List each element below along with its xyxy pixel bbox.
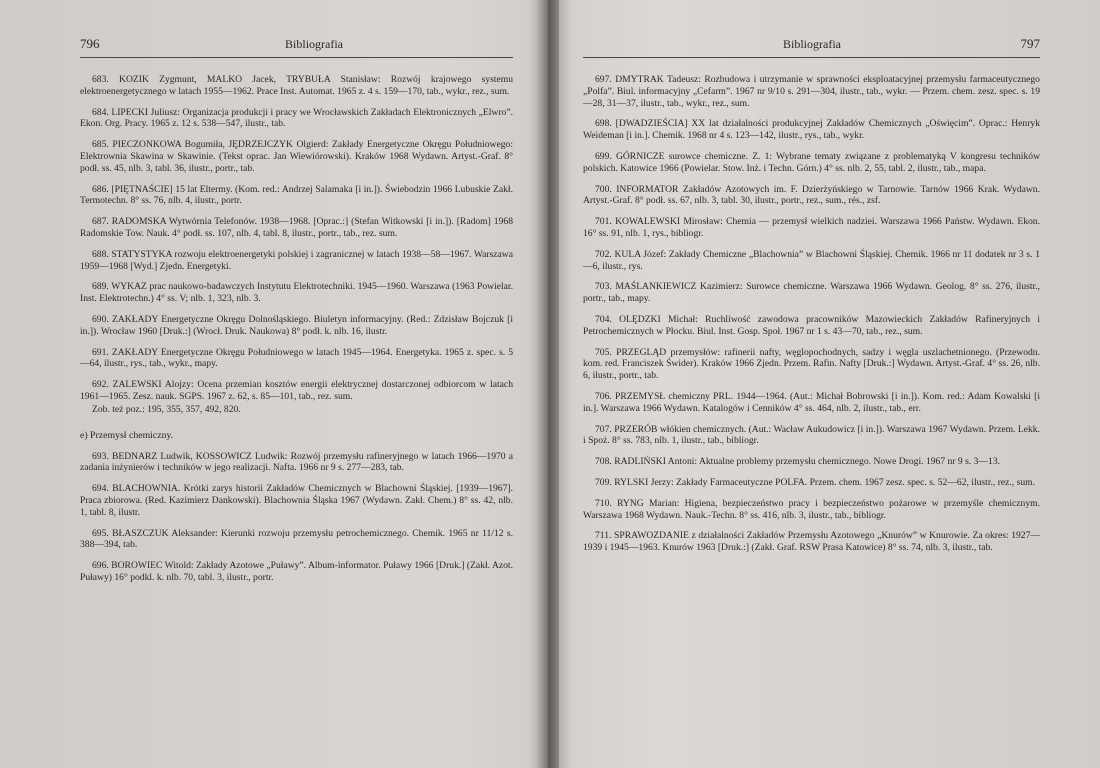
entry-number: 687. [92,216,109,228]
entry-text: KOWALEWSKI Mirosław: Chemia — przemysł wielkich nadziei. Warszawa 1966 Państw. Wydawn. Ekon. 16° ss. 91, nlb. 1, rys., bibliogr. [583,216,1040,239]
bibliography-entry [583,118,1040,142]
entry-text: GÓRNICZE surowce chemiczne. Z. 1: Wybrane tematy związane z problematyką V kongresu techników polskich. Katowice 1966 (Powielar. Stow. Inż. i Techn. Górn.) 4° ss. nlb. 2, 55, tabl. 2, ilustr., tab., mapa. [583,150,1040,174]
bibliography-entry [583,456,1040,468]
entry-text: MAŚLANKIEWICZ Kazimierz: Surowce chemiczne. Warszawa 1966 Wydawn. Geolog. 8° ss. 276, ilustr., portr., tab., mapy. [583,281,1040,305]
entry-text: BOROWIEC Witold: Zakłady Azotowe „Puławy”. Album-informator. Puławy 1966 [Druk.] (Zakł. Azot. Puławy) 16° podkl. k. nlb. 70, tabl. 3, ilustr., portr. [80,560,513,583]
bibliography-entry [583,498,1040,522]
entry-text: ZALEWSKI Alojzy: Ocena przemian kosztów energii elektrycznej dostarczonej odbiorcom w latach 1961—1965. Zesz. nauk. SGPS. 1967 z. 62, s. 85—101, tab., rez. sum. [80,379,513,402]
entry-text: OLĘDZKI Michał: Ruchliwość zawodowa pracowników Mazowieckich Zakładów Rafineryjnych i Petrochemicznych w Płocku. Biul. Inst. Gosp. Społ. 1967 nr 1 s. 43—70, tab., rez., sum. [583,313,1040,337]
entry-number: 698. [595,118,612,130]
entry-number: 690. [92,313,109,325]
right-page-number: 797 [1020,36,1040,51]
entry-text: [DWADZIEŚCIA] XX lat działalności produkcyjnej Zakładów Chemicznych „Oświęcim”. Oprac.: Henryk Weideman [i in.]. Chemik. 1968 nr 4 s. 123—142, ilustr., rys., tab., wykr. [583,118,1040,142]
entry-text: BŁASZCZUK Aleksander: Kierunki rozwoju przemysłu petrochemicznego. Chemik. 1965 nr 11/12 s. 388—394, tab. [80,527,513,551]
left-page [0,0,537,768]
bibliography-entry [80,249,513,273]
entry-number: 704. [595,313,612,325]
entry-number: 684. [92,106,109,118]
entry-text: KOZIK Zygmunt, MALKO Jacek, TRYBUŁA Stanisław: Rozwój krajowego systemu elektroenergetycznego w latach 1955—1962. Prace Inst. Automat. 1965 z. 4 s. 159—170, tab., wykr., rez., sum. [80,74,513,97]
entry-number: 693. [92,450,109,462]
right-page [559,0,1100,768]
left-entry-list-chemical [80,451,513,584]
entry-text: ZAKŁADY Energetyczne Okręgu Południowego w latach 1945—1964. Energetyka. 1965 z. spec. s. 5—64, ilustr., rys., tab., wykr., mapy. [80,346,514,370]
entry-text: SPRAWOZDANIE z działalności Zakładów Przemysłu Azotowego „Knurów” w Knurowie. Za okres: 1927—1939 i 1945—1963. Knurów 1963 [Druk.:] (Zakł. Graf. RSW Prasa Katowice) 8° ss. 74, nlb. 3, ilustr., tab. [583,530,1040,554]
entry-number: 694. [92,483,109,495]
bibliography-entry [583,281,1040,305]
entry-number: 695. [92,527,109,539]
bibliography-entry [583,424,1040,448]
entry-number: 683. [92,74,109,85]
entry-number: 705. [595,346,612,358]
entry-number: 685. [92,139,109,151]
bibliography-entry [583,74,1040,109]
entry-number: 691. [92,346,109,358]
bibliography-entry [80,107,513,131]
entry-text: ZAKŁADY Energetyczne Okręgu Dolnośląskiego. Biuletyn informacyjny. (Red.: Zdzisław Bojczuk [i in.]). Wrocław 1960 [Druk.:] (Wrocł. Druk. Naukowa) 8° podł. k. nlb. 16, ilustr. [80,313,513,337]
entry-number: 702. [595,248,612,260]
see-also-note: Zob. też poz.: 195, 355, 357, 492, 820. [92,403,241,415]
bibliography-entry [583,314,1040,338]
entry-text: WYKAZ prac naukowo-badawczych Instytutu Elektrotechniki. 1945—1960. Warszawa (1963 Powielar. Inst. Elektrotechn.) 4° ss. V; nlb. 1, 323, nlb. 3. [80,281,513,305]
right-entry-list [583,74,1040,554]
entry-number: 707. [595,423,612,435]
entry-text: BLACHOWNIA. Krótki zarys historii Zakładów Chemicznych w Blachowni Śląskiej. [1939—1967]. Praca zbiorowa. (Red. Kazimierz Dankowski). Blachownia Śląska 1967 (Wydawn. Zakł. Chem.) 8° ss. 42, nlb. 1, tabl. 8, ilustr. [80,483,513,518]
bibliography-entry [80,528,513,552]
entry-number: 710. [595,497,612,509]
bibliography-entry [583,216,1040,240]
entry-text: RYNG Marian: Higiena, bezpieczeństwo pracy i bezpieczeństwo pożarowe w przemyśle chemicznym. Warszawa 1968 Wydawn. Nauk.-Techn. 8° ss. 416, nlb. 3, ilustr., tab., bibliogr. [583,497,1040,521]
entry-text: RADOMSKA Wytwórnia Telefonów. 1938—1968. [Oprac.:] (Stefan Witkowski [i in.]). [Radom] 1968 Radomskie Tow. Nauk. 4° podł. ss. 107, nlb. 4, tabl. 8, ilustr., portr., tab., rez. sum. [80,216,513,239]
bibliography-entry [80,483,513,518]
entry-number: 689. [92,281,109,293]
bibliography-entry [80,74,513,98]
bibliography-entry [583,347,1040,382]
entry-text: PIECZONKOWA Bogumiła, JĘDRZEJCZYK Olgierd: Zakłady Energetyczne Okręgu Południowego: Elektrownia Skawina w Skawinie. (Tekst oprac. Jan Wiewiórowski). Kraków 1968 Wydawn. Artyst.-Graf. 8° podł. ss. 45, nlb. 3, tabl. 36, ilustr., portr., tab. [80,139,513,174]
bibliography-entry [583,249,1040,273]
bibliography-entry [80,139,513,174]
right-running-head [583,36,1040,58]
entry-number: 688. [92,248,109,260]
bibliography-entry [80,347,513,371]
entry-text: RADLIŃSKI Antoni: Aktualne problemy przemysłu chemicznego. Nowe Drogi. 1967 nr 9 s. 3—13. [614,456,1001,468]
bibliography-entry [583,151,1040,175]
bibliography-entry [583,391,1040,415]
entry-number: 700. [595,183,612,195]
left-running-head [80,36,513,58]
entry-text: BEDNARZ Ludwik, KOSSOWICZ Ludwik: Rozwój przemysłu rafineryjnego w latach 1966—1970 a zadania inżynierów i techników w jego realizacji. Nafta. 1966 nr 9 s. 277—283, tab. [80,450,513,474]
bibliography-entry [80,184,513,208]
entry-number: 697. [595,74,612,85]
entry-text: STATYSTYKA rozwoju elektroenergetyki polskiej i zagranicznej w latach 1938—58—1967. Warszawa 1959—1968 [Wyd.] Zjedn. Energetyki. [80,248,513,272]
entry-number: 696. [92,560,109,572]
bibliography-entry [80,451,513,475]
entry-number: 686. [92,183,109,195]
entry-number: 703. [595,281,612,293]
bibliography-entry [583,184,1040,208]
entry-text: LIPECKI Juliusz: Organizacja produkcji i pracy we Wrocławskich Zakładach Elektronicznych „Elwro”. Ekon. Org. Pracy. 1965 z. 12 s. 538—547, ilustr., tab. [80,106,513,130]
entry-text: PRZEGLĄD przemysłów: rafinerii nafty, węglopochodnych, sadzy i węgla uszlachetnionego. (Przewodn. kom. red. Franciszek Świder). Kraków 1966 Zjedn. Przem. Rafin. Nafty [Druk.:] Wydawn. Artyst.-Graf. 4° ss. 26, nlb. 6, ilustr., portr., tab. [583,346,1040,382]
entry-number: 692. [92,379,109,391]
bibliography-entry [80,281,513,305]
entry-number: 706. [595,390,612,402]
entry-text: INFORMATOR Zakładów Azotowych im. F. Dzierżyńskiego w Tarnowie. Tarnów 1966 Krak. Wydawn. Artyst.-Graf. 8° podł. ss. 67, nlb. 3, tabl. 30, ilustr., portr., rez., sum., rés., zsf. [583,183,1040,207]
entry-text: RYLSKI Jerzy: Zakłady Farmaceutyczne POLFA. Przem. chem. 1967 zesz. spec. s. 52—62, ilustr., rez., sum. [614,476,1035,488]
section-heading: e) Przemysł chemiczny. [80,429,174,441]
left-page-number: 796 [80,36,100,51]
bibliography-entry [583,530,1040,554]
bibliography-entry [80,560,513,584]
entry-number: 708. [595,456,612,468]
entry-text: KULA Józef: Zakłady Chemiczne „Blachownia” w Blachowni Śląskiej. Chemik. 1966 nr 11 dodatek nr 3 s. 1—6, ilustr., rys. [583,248,1041,272]
bibliography-entry [80,379,513,403]
bibliography-entry [80,216,513,240]
entry-text: DMYTRAK Tadeusz: Rozbudowa i utrzymanie w sprawności eksploatacyjnej przemysłu farmaceutycznego „Polfa”. Biul. informacyjny „Cefarm”. 1967 nr 9/10 s. 291—304, ilustr., tab., wykr. — Przem. chem. zesz. spec. s. 19—28, 31—37, ilustr., tab., wykr., rez., sum. [583,74,1040,109]
bibliography-entry [80,314,513,338]
left-running-head-title: Bibliografia [285,37,343,51]
entry-number: 711. [595,530,612,542]
entry-number: 701. [595,216,612,228]
entry-number: 709. [595,476,612,488]
book-gutter [537,0,559,768]
entry-text: PRZEMYSŁ chemiczny PRL. 1944—1964. (Aut.: Michał Bobrowski [i in.]). Kom. red.: Adam Kowalski [i in.]. Warszawa 1966 Wydawn. Katalogów i Cenników 4° ss. 464, nlb. 2, ilustr., tab., err. [583,390,1040,414]
right-running-head-title: Bibliografia [783,37,841,51]
entry-number: 699. [595,150,612,162]
left-entry-list [80,74,513,403]
bibliography-entry [583,477,1040,489]
entry-text: PRZERÓB włókien chemicznych. (Aut.: Wacław Aukudowicz [i in.]). Warszawa 1967 Wydawn. Przem. Lekk. i Spoż. 8° ss. 783, nlb. 1, ilustr., tab., bibliogr. [583,423,1040,447]
entry-text: [PIĘTNAŚCIE] 15 lat Eltermy. (Kom. red.: Andrzej Salamaka [i in.]). Świebodzin 1966 Lubuskie Zakł. Termotechn. 8° ss. 76, nlb. 4, ilustr., portr. [80,183,513,207]
